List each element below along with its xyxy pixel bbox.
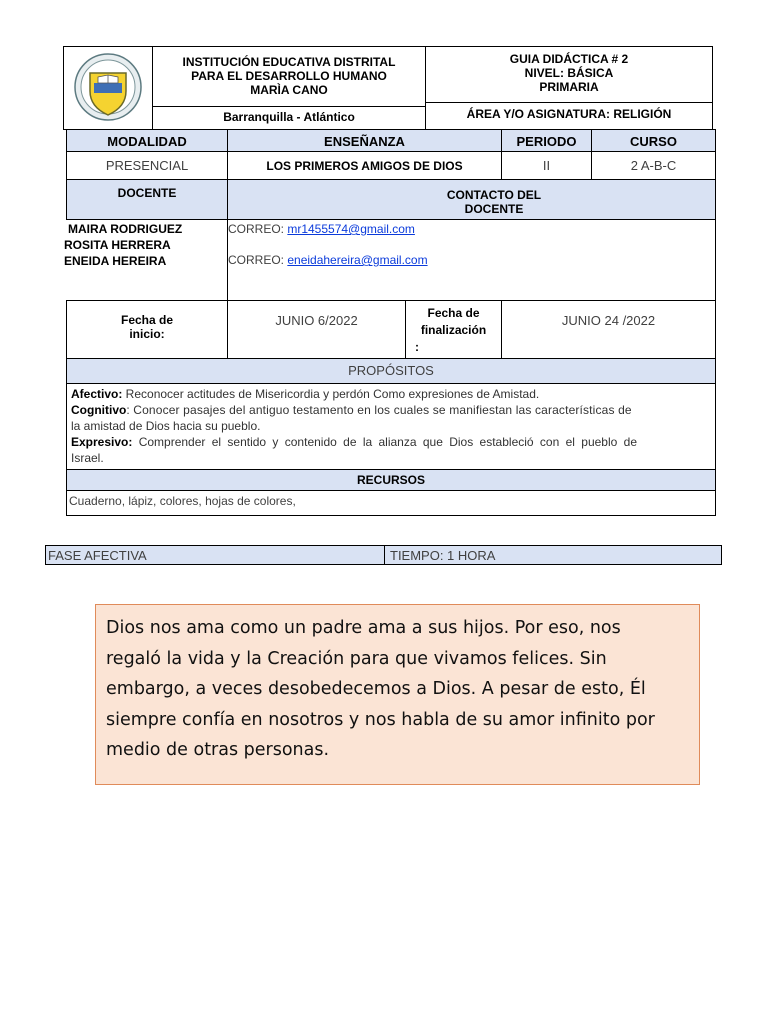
emails-cell xyxy=(227,219,716,301)
email-prefix: CORREO: xyxy=(228,253,288,267)
story-line: medio de otras personas. xyxy=(106,740,330,760)
fecha-inicio-label-1: Fecha de xyxy=(120,313,174,327)
fecha-inicio-value xyxy=(227,300,406,359)
contacto-label-1: CONTACTO DEL xyxy=(446,188,542,202)
email-link-1[interactable]: mr1455574@gmail.com xyxy=(287,222,415,236)
school-shield-logo xyxy=(64,47,152,129)
expresivo-label: Expresivo: xyxy=(71,435,133,449)
teacher-name: ROSITA HERRERA xyxy=(64,238,171,252)
fecha-fin-value xyxy=(501,300,716,359)
fase-cell xyxy=(45,545,385,565)
story-line: Dios nos ama como un padre ama a sus hijos. Por eso, nos xyxy=(106,618,621,638)
tiempo-text: TIEMPO: 1 HORA xyxy=(390,548,496,563)
modalidad-label: MODALIDAD xyxy=(107,134,187,149)
cognitivo-text-1: : Conocer pasajes del antiguo testamento en los cuales se manifiestan las características de xyxy=(126,403,632,417)
propositos-label: PROPÓSITOS xyxy=(348,363,434,378)
recursos-header xyxy=(66,469,716,491)
logo-cell xyxy=(63,46,153,130)
city-text: Barranquilla - Atlántico xyxy=(223,110,355,124)
afectivo-text: Reconocer actitudes de Misericordia y perdón Como expresiones de Amistad. xyxy=(122,387,540,401)
fecha-inicio-text: JUNIO 6/2022 xyxy=(275,313,358,328)
periodo-label: PERIODO xyxy=(516,134,577,149)
modalidad-header xyxy=(66,129,228,152)
periodo-value xyxy=(501,151,592,180)
recursos-text: Cuaderno, lápiz, colores, hojas de colores, xyxy=(69,494,296,508)
expresivo-text-1: Comprender el sentido y contenido de la alianza que Dios estableció con el pueblo de xyxy=(132,435,637,449)
guide-line-3: PRIMARIA xyxy=(539,80,599,94)
email-line-1 xyxy=(228,222,415,236)
contacto-header xyxy=(227,179,716,220)
fecha-inicio-label xyxy=(66,300,228,359)
docente-label: DOCENTE xyxy=(117,186,177,200)
guide-line-1: GUIA DIDÁCTICA # 2 xyxy=(509,52,629,66)
expresivo-line xyxy=(71,434,712,450)
story-line: regaló la vida y la Creación para que vivamos felices. Sin xyxy=(106,648,607,669)
afectivo-line xyxy=(71,386,712,402)
modalidad-value xyxy=(66,151,228,180)
fecha-inicio-label-2: inicio: xyxy=(129,327,165,341)
city-cell xyxy=(152,106,426,130)
tiempo-cell xyxy=(384,545,722,565)
ensenanza-value xyxy=(227,151,502,180)
recursos-label: RECURSOS xyxy=(356,473,425,487)
teacher-name: MAIRA RODRIGUEZ xyxy=(68,222,183,236)
cognitivo-text-2: la amistad de Dios hacia su pueblo. xyxy=(71,419,261,433)
fecha-fin-label-3: : xyxy=(415,340,419,354)
fecha-fin-label-2: finalización xyxy=(420,323,487,337)
institution-name xyxy=(152,46,426,107)
fecha-fin-label-1: Fecha de xyxy=(427,306,480,320)
periodo-text: II xyxy=(542,158,551,173)
area-text: ÁREA Y/O ASIGNATURA: RELIGIÓN xyxy=(466,107,672,121)
institution-line-3: MARÌA CANO xyxy=(250,83,328,97)
periodo-header xyxy=(501,129,592,152)
curso-value xyxy=(591,151,716,180)
teachers-cell xyxy=(66,219,228,301)
email-link-2[interactable]: eneidahereira@gmail.com xyxy=(287,253,428,267)
institution-line-2: PARA EL DESARROLLO HUMANO xyxy=(191,69,387,83)
fecha-fin-text: JUNIO 24 /2022 xyxy=(561,313,656,328)
email-prefix: CORREO: xyxy=(228,222,288,236)
cognitivo-label: Cognitivo xyxy=(71,403,127,417)
curso-header xyxy=(591,129,716,152)
docente-header xyxy=(66,179,228,220)
propositos-header xyxy=(66,358,716,384)
story-line: embargo, a veces desobedecemos a Dios. A pesar de esto, Él xyxy=(106,679,646,699)
guide-line-2: NIVEL: BÁSICA xyxy=(524,66,614,80)
curso-text: 2 A-B-C xyxy=(630,158,677,173)
area-cell xyxy=(425,102,713,130)
propositos-body xyxy=(66,383,716,470)
ensenanza-label: ENSEÑANZA xyxy=(324,134,405,149)
ensenanza-header xyxy=(227,129,502,152)
contacto-label-2: DOCENTE xyxy=(464,202,524,216)
fase-text: FASE AFECTIVA xyxy=(48,548,147,563)
fecha-fin-label xyxy=(405,300,502,359)
curso-label: CURSO xyxy=(630,134,677,149)
email-line-2 xyxy=(228,253,428,267)
guide-info xyxy=(425,46,713,103)
recursos-body xyxy=(66,490,716,516)
teacher-name: ENEIDA HEREIRA xyxy=(64,254,167,268)
cognitivo-line xyxy=(71,402,712,418)
institution-line-1: INSTITUCIÓN EDUCATIVA DISTRITAL xyxy=(182,55,396,69)
ensenanza-text: LOS PRIMEROS AMIGOS DE DIOS xyxy=(266,159,463,173)
modalidad-text: PRESENCIAL xyxy=(105,158,189,173)
expresivo-text-2: Israel. xyxy=(71,451,104,465)
afectivo-label: Afectivo: xyxy=(71,387,123,401)
story-line: siempre confía en nosotros y nos habla de su amor infinito por xyxy=(106,709,655,730)
story-box xyxy=(95,604,700,785)
